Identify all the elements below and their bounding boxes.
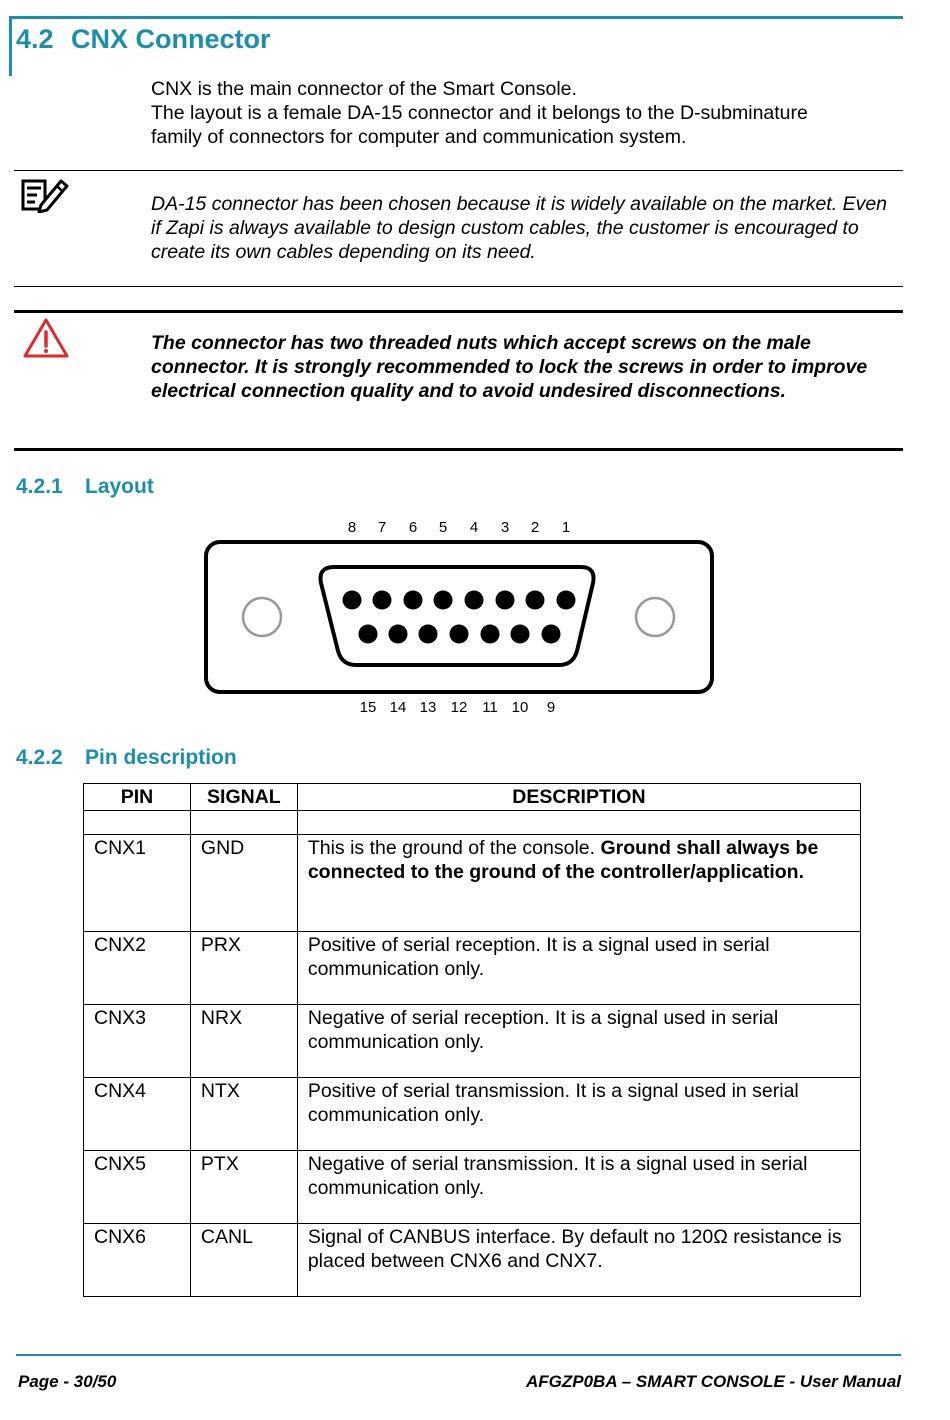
pin-label: 6 bbox=[408, 519, 418, 536]
da15-connector-diagram bbox=[200, 513, 720, 723]
pin-dot bbox=[481, 625, 500, 644]
pin-description-heading bbox=[16, 746, 237, 770]
pin-dot bbox=[359, 625, 378, 644]
pin-dot bbox=[526, 591, 545, 610]
intro-paragraph bbox=[151, 77, 891, 149]
note-bottom-divider bbox=[14, 286, 903, 287]
description-cell: Negative of serial transmission. It is a signal used in serial communication only. bbox=[297, 1151, 860, 1224]
signal-cell: CANL bbox=[190, 1224, 297, 1297]
pin-label: 3 bbox=[500, 519, 510, 536]
pin-dot bbox=[496, 591, 515, 610]
layout-number: 4.2.1 bbox=[16, 475, 63, 498]
description-cell: Signal of CANBUS interface. By default no 120Ω resistance is placed between CNX6 and CNX7. bbox=[297, 1224, 860, 1297]
footer-rule bbox=[16, 1354, 901, 1356]
pin-label: 7 bbox=[377, 519, 387, 536]
note-pencil-icon bbox=[21, 177, 69, 213]
pin-dot bbox=[434, 591, 453, 610]
pin-label: 5 bbox=[438, 519, 448, 536]
page-title bbox=[16, 24, 271, 55]
heading-side-rule bbox=[9, 16, 12, 76]
pin-label: 1 bbox=[561, 519, 571, 536]
pin-label: 10 bbox=[511, 699, 529, 716]
pin-dot bbox=[511, 625, 530, 644]
intro-line: family of connectors for computer and communication system. bbox=[151, 126, 687, 148]
section-heading bbox=[9, 16, 903, 76]
pin-dot bbox=[557, 591, 576, 610]
description-bold-text: Ground shall always be connected to the ground of the controller/application. bbox=[307, 837, 819, 883]
description-text: This is the ground of the console. bbox=[307, 837, 601, 859]
pin-label: 2 bbox=[530, 519, 540, 536]
pin-label: 11 bbox=[482, 699, 498, 716]
pin-dot bbox=[343, 591, 362, 610]
pin-cell: CNX3 bbox=[84, 1005, 191, 1078]
pin-label: 15 bbox=[359, 699, 377, 716]
pin-table bbox=[83, 783, 861, 1297]
column-header-signal: SIGNAL bbox=[190, 784, 297, 811]
mounting-hole-right bbox=[636, 598, 674, 636]
pin-cell: CNX1 bbox=[84, 835, 191, 932]
description-cell bbox=[297, 835, 860, 932]
warning-bottom-divider bbox=[14, 448, 903, 451]
pin-cell: CNX4 bbox=[84, 1078, 191, 1151]
table-spacer-row bbox=[84, 811, 861, 835]
layout-heading bbox=[16, 475, 154, 499]
pin-dot bbox=[419, 625, 438, 644]
signal-cell: NTX bbox=[190, 1078, 297, 1151]
intro-line: The layout is a female DA-15 connector and it belongs to the D-subminature bbox=[151, 102, 808, 124]
connector-face bbox=[321, 567, 594, 665]
signal-cell: PTX bbox=[190, 1151, 297, 1224]
pin-label: 14 bbox=[389, 699, 407, 716]
table-header-row bbox=[84, 784, 861, 811]
note-top-divider bbox=[14, 170, 903, 171]
table-row bbox=[84, 1078, 861, 1151]
pin-cell: CNX2 bbox=[84, 932, 191, 1005]
signal-cell: PRX bbox=[190, 932, 297, 1005]
pin-dot bbox=[542, 625, 561, 644]
warning-text: The connector has two threaded nuts which accept screws on the male connector. It is strongly recommended to lock the screws in order to improve electrical connection quality and to avoid undesired disconnections. bbox=[151, 332, 868, 402]
warning-triangle-icon bbox=[22, 317, 70, 359]
section-title: CNX Connector bbox=[71, 24, 271, 54]
pin-dot bbox=[465, 591, 484, 610]
page-number: Page - 30/50 bbox=[18, 1372, 117, 1391]
table-row bbox=[84, 932, 861, 1005]
pin-cell: CNX5 bbox=[84, 1151, 191, 1224]
pin-label: 4 bbox=[469, 519, 479, 536]
signal-cell: NRX bbox=[190, 1005, 297, 1078]
pin-label: 12 bbox=[450, 699, 468, 716]
pin-dot bbox=[389, 625, 408, 644]
heading-rule bbox=[9, 16, 903, 19]
intro-line: CNX is the main connector of the Smart Console. bbox=[151, 78, 577, 100]
warning-top-divider bbox=[14, 310, 903, 313]
pin-dot bbox=[450, 625, 469, 644]
pin-dot bbox=[404, 591, 423, 610]
signal-cell: GND bbox=[190, 835, 297, 932]
pin-label: 8 bbox=[347, 519, 357, 536]
table-row bbox=[84, 1224, 861, 1297]
pin-section-number: 4.2.2 bbox=[16, 746, 63, 769]
table-row bbox=[84, 835, 861, 932]
table-row bbox=[84, 1151, 861, 1224]
pin-label: 9 bbox=[546, 699, 556, 716]
pin-section-title: Pin description bbox=[85, 746, 237, 769]
mounting-hole-left bbox=[243, 598, 281, 636]
description-cell: Negative of serial reception. It is a signal used in serial communication only. bbox=[297, 1005, 860, 1078]
pin-label: 13 bbox=[419, 699, 437, 716]
column-header-pin: PIN bbox=[84, 784, 191, 811]
column-header-description: DESCRIPTION bbox=[297, 784, 860, 811]
document-title: AFGZP0BA – SMART CONSOLE - User Manual bbox=[526, 1372, 901, 1391]
note-text: DA-15 connector has been chosen because it is widely available on the market. Even if Zapi is always available to design custom cables, the customer is encouraged to create its own cables depending on its need. bbox=[151, 193, 888, 263]
section-number: 4.2 bbox=[16, 24, 54, 54]
pin-cell: CNX6 bbox=[84, 1224, 191, 1297]
description-cell: Positive of serial transmission. It is a signal used in serial communication only. bbox=[297, 1078, 860, 1151]
pin-dot bbox=[373, 591, 392, 610]
layout-title: Layout bbox=[85, 475, 154, 498]
table-row bbox=[84, 1005, 861, 1078]
description-cell: Positive of serial reception. It is a signal used in serial communication only. bbox=[297, 932, 860, 1005]
